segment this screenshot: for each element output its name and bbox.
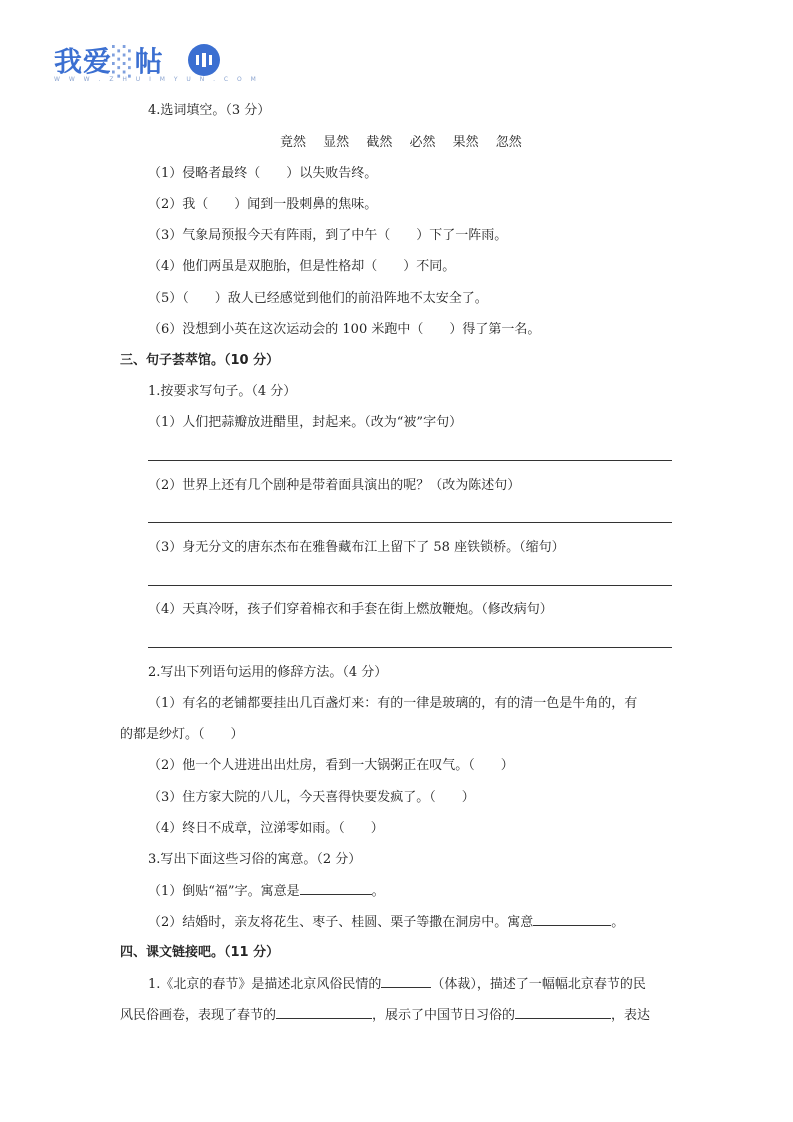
q4-item-4: （4）他们两虽是双胞胎，但是性格却（ ）不同。 (148, 259, 456, 274)
s3-q2-item-1-cont: 的都是纱灯。（ ） (120, 727, 244, 742)
s3-q3-item-1: （1）倒贴“福”字。寓意是 。 (148, 884, 385, 899)
q4-item-6: （6）没想到小英在这次运动会的 100 米跑中（ ）得了第一名。 (148, 322, 541, 337)
q4-title: 4.选词填空。（3 分） (148, 103, 271, 118)
word-bank (280, 134, 535, 152)
fill-blank[interactable] (300, 882, 372, 895)
word-bank-item: 截然 (366, 135, 393, 150)
answer-line[interactable] (148, 460, 672, 461)
s3-q2-item-1: （1）有名的老铺都要挂出几百盏灯来：有的一律是玻璃的，有的清一色是牛角的，有 (148, 696, 638, 711)
answer-line[interactable] (148, 522, 672, 523)
fill-blank[interactable] (515, 1006, 611, 1019)
s3-q2-item-4: （4）终日不成章，泣涕零如雨。（ ） (148, 821, 384, 836)
q4-item-2: （2）我（ ）闻到一股刺鼻的焦味。 (148, 197, 378, 212)
word-bank-item: 显然 (323, 135, 350, 150)
s3-q1-title: 1.按要求写句子。（4 分） (148, 384, 297, 399)
s3-q2-item-3: （3）住方家大院的八儿，今天喜得快要发疯了。（ ） (148, 790, 475, 805)
word-bank-item: 果然 (452, 135, 479, 150)
fill-blank[interactable] (381, 975, 431, 988)
site-logo (54, 40, 260, 84)
section-4-title: 四、课文链接吧。（11 分） (120, 945, 280, 960)
s3-q3-title: 3.写出下面这些习俗的寓意。（2 分） (148, 852, 362, 867)
fill-blank[interactable] (276, 1006, 372, 1019)
q4-item-3: （3）气象局预报今天有阵雨，到了中午（ ）下了一阵雨。 (148, 228, 508, 243)
answer-line[interactable] (148, 585, 672, 586)
section-3-title: 三、句子荟萃馆。（10 分） (120, 353, 280, 368)
logo-url: W W W . Z H U I M Y U N . C O M (54, 76, 260, 83)
s3-q1-item-1: （1）人们把蒜瓣放进醋里，封起来。（改为“被”字句） (148, 415, 463, 430)
s4-q1-line-2: 风民俗画卷，表现了春节的 ，展示了中国节日习俗的 ，表达 (120, 1008, 651, 1023)
s4-q1-line-1: 1.《北京的春节》是描述北京风俗民情的 （体裁），描述了一幅幅北京春节的民 (148, 977, 646, 992)
fill-blank[interactable] (533, 913, 611, 926)
s3-q1-item-2: （2）世界上还有几个剧种是带着面具演出的呢？（改为陈述句） (148, 478, 521, 493)
s3-q2-title: 2.写出下列语句运用的修辞方法。（4 分） (148, 665, 388, 680)
s3-q1-item-3: （3）身无分文的唐东杰布在雅鲁藏布江上留下了 58 座铁锁桥。（缩句） (148, 540, 565, 555)
word-bank-item: 竟然 (280, 135, 307, 150)
word-bank-item: 必然 (409, 135, 436, 150)
q4-item-1: （1）侵略者最终（ ）以失败告终。 (148, 166, 378, 181)
chat-bubble-icon (188, 44, 220, 76)
s3-q3-item-2: （2）结婚时，亲友将花生、枣子、桂圆、栗子等撒在洞房中。寓意 。 (148, 915, 625, 930)
logo-text: 我爱░帖 (54, 45, 164, 78)
s3-q1-item-4: （4）天真冷呀，孩子们穿着棉衣和手套在街上燃放鞭炮。（修改病句） (148, 602, 553, 617)
answer-line[interactable] (148, 647, 672, 648)
s3-q2-item-2: （2）他一个人进进出出灶房，看到一大锅粥正在叹气。（ ） (148, 758, 514, 773)
q4-item-5: （5）（ ）敌人已经感觉到他们的前沿阵地不太安全了。 (148, 291, 488, 306)
word-bank-item: 忽然 (495, 135, 522, 150)
